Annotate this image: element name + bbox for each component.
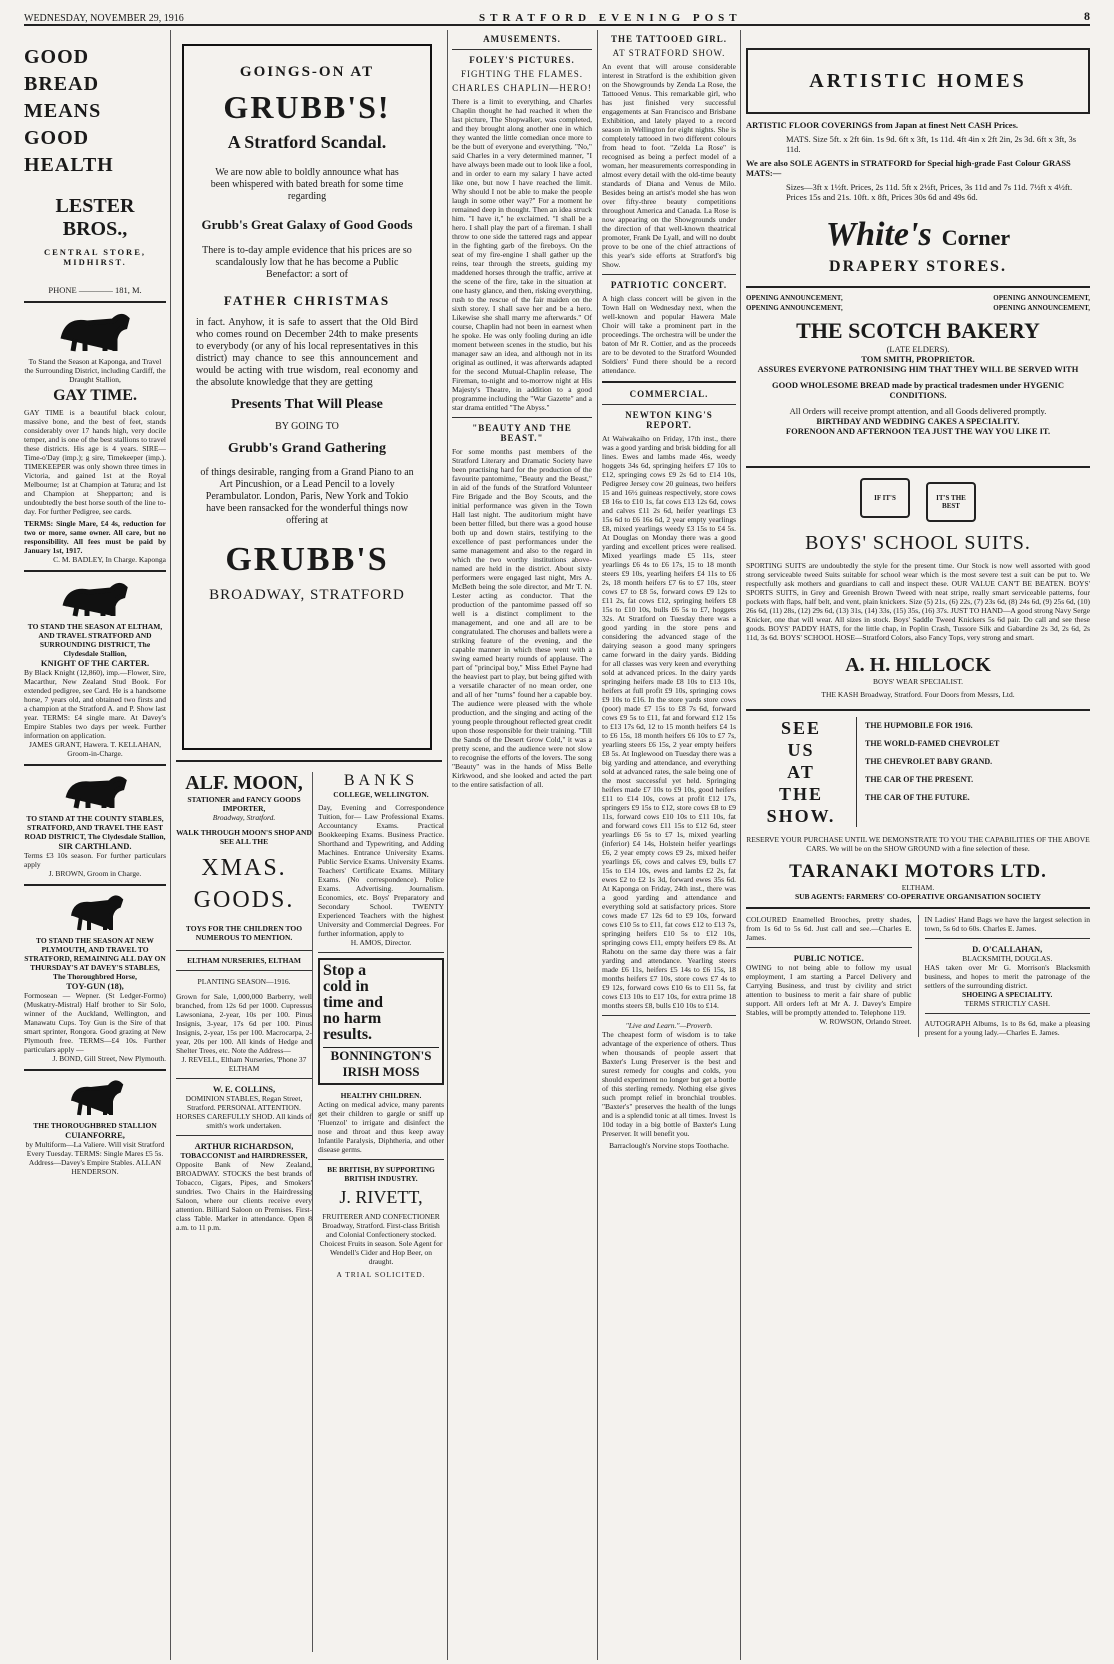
tattooed-body: An event that will arouse considerable interest in Stratford is the exhibition given on the Showgrounds by Zenda La Rose, the Tattooed Venus. This remarkable girl, who has just finished very successful engagements at San Francisco and Brisbane Exhibition, and lately played to a record season in Wellington for eight nights. She is completely tattooed in two different colours from head to foot. "Zelda La Rose" is recognised as being a perfect model of a woman, her measurements corresponding in almost every detail with the old-time beauty standards of Diana and Venus de Milo. Besides being an artist's model she has won over fifty-three beauty competitions throughout America and Canada. La Rose is now appearing on the Showgrounds under the direction of that well-known theatrical promoter, Frank De Lyall, and will no doubt prove to be one of the chief attractions of this year's side efforts at Stratford's big Show. [602, 62, 736, 269]
grubbs-advert [182, 44, 432, 750]
scotch-cakes: BIRTHDAY AND WEDDING CAKES A SPECIALITY. [816, 416, 1020, 426]
horse-icon [55, 578, 135, 618]
be-british: BE BRITISH, BY SUPPORTING BRITISH INDUSTRY. [327, 1165, 435, 1183]
alf-moon-title: ALF. MOON, [185, 772, 303, 794]
whites-drapery: DRAPERY STORES. [829, 258, 1007, 275]
lester-name: LESTER BROS., [55, 195, 135, 240]
lester-phone: PHONE ———— 181, M. [48, 285, 142, 295]
chaplin-head: CHARLES CHAPLIN—HERO! [452, 83, 592, 93]
live-body: The cheapest form of wisdom is to take advantage of the experience of others. Thus when thousands of people assert that Baxter's Lung Preserver is the best and surest remedy for coughs and colds, you should experiment no longer but get a bottle of this sterling remedy. Nothing else gives such prompt relief in bronchial troubles. "Baxter's" preserves the health of the lungs and is a splendid tonic at all times. Invest 1s 10d today in a big bottle of Baxter's Lung Preserver. It will benefit you. [602, 1030, 736, 1138]
ocallahan-shoeing: SHOEING A SPECIALITY. [962, 990, 1053, 999]
gay-time-terms: TERMS: Single Mare, £4 4s, reduction for two or more, same owner. All care, but no responsibility. All fees must be paid by January 1st, 1917. [24, 519, 166, 555]
knight-intro: TO STAND THE SEASON AT ELTHAM, AND TRAVEL STRATFORD AND SURROUNDING DISTRICT, The Clydesdale Stallion, [27, 622, 163, 658]
opening-announcement: OPENING ANNOUNCEMENT, OPENING ANNOUNCEMENT, [746, 304, 1090, 312]
eltham-season: PLANTING SEASON—1916. [197, 977, 291, 986]
scotch-proprietor: TOM SMITH, PROPRIETOR. [861, 354, 975, 364]
whites-logo: White's Corner [825, 216, 1011, 253]
small-ads [746, 915, 1090, 1037]
cuianforre-intro: THE THOROUGHBRED STALLION [33, 1121, 157, 1130]
cuianforre-sign: Address—Davey's Empire Stables. ALLAN HENDERSON. [28, 1158, 162, 1176]
patriotic-body: A high class concert will be given in the Town Hall on Wednesday next, when the well-known and popular Hawera Male Choir will take a prominent part in the proceedings. The orchestra will be under the baton of Mr R. Cottier, and as the proceeds are to be devoted to the Stratford Wounded Soldiers' Fund there should be a record attendance. [602, 294, 736, 375]
richardson-body: Opposite Bank of New Zealand, BROADWAY. STOCKS the best brands of Tobacco, Cigars, Pipes, and Smokers' sundries. Two Chairs in the Hairdressing Saloon, where our clients receive every attention. Billiard Saloon on Premises. First-class Table. Marker in attendance. Open 8 a.m. to 11 p.m. [176, 1160, 312, 1232]
grubbs-p4: of things desirable, ranging from a Grand Piano to an Art Pincushion, or a Lead Pencil to a lovely Perambulator. London, Paris, New York and Tokio have been ransacked for the wonderful things now offering at [200, 467, 414, 526]
alf-moon-walk: WALK THROUGH MOON'S SHOP AND SEE ALL THE [176, 828, 312, 846]
lester-store: CENTRAL STORE, MIDHIRST. [43, 247, 146, 267]
gay-time-intro: To Stand the Season at Kaponga, and Travel the Surrounding District, including Cardiff, the Draught Stallion, [24, 357, 166, 384]
richardson-title: ARTHUR RICHARDSON, [194, 1141, 294, 1151]
seal-left-icon: IF IT'S [860, 478, 910, 518]
taranaki-advert [746, 717, 1090, 827]
richardson-sub: TOBACCONIST and HAIRDRESSER, [180, 1151, 308, 1160]
column-ads-right [746, 30, 1090, 1660]
column-news-b [602, 30, 736, 1660]
toy-gun-body: Formosean — Wepner. (St Ledger-Formo) (Muskatry-Mistral) Half brother to Sir Solo, winner of the Auckland, Wellington, and Manawatu Cups. Toy Gun is the Sire of that smart sprinter, Rongora. Good grazing at New Plymouth free. TERMS—£4 10s. Further particulars apply — [24, 991, 166, 1054]
autograph-ad: AUTOGRAPH Albums, 1s to 8s 6d, make a pleasing present for a young lady.—Charles E. James. [924, 1019, 1090, 1037]
banks-sign: H. AMOS, Director. [350, 938, 412, 947]
taranaki-subagents: SUB AGENTS: FARMERS' CO-OPERATIVE ORGANISATION SOCIETY [794, 892, 1042, 901]
patriotic-head: PATRIOTIC CONCERT. [610, 280, 728, 290]
sir-body: Terms £3 10s season. For further particulars apply [24, 851, 166, 869]
artistic-line: ARTISTIC FLOOR COVERINGS from Japan at finest Nett CASH Prices. [746, 120, 1019, 130]
column-rule [312, 772, 313, 1652]
horse-icon [55, 309, 135, 353]
banks-title: BANKS [343, 772, 419, 789]
column-rule [740, 30, 741, 1660]
brooches-ad: COLOURED Enamelled Brooches, pretty shades, from 1s 6d to 5s 6d. Just call and see.—Charles E. James. [746, 915, 912, 942]
grubbs-p2: There is to-day ample evidence that his prices are so scandalously low that he has become a Public Benefactor: a sort of [202, 245, 412, 280]
gay-time-title: GAY TIME. [53, 387, 137, 404]
ocallahan-cash: TERMS STRICTLY CASH. [964, 999, 1050, 1008]
scotch-bakery: THE SCOTCH BAKERY [796, 318, 1040, 343]
chaplin-body: There is a limit to everything, and Charles Chaplin thought he had reached it when the last picture, The Shopwalker, was completed, and they brought along another one in which they wanted the little comedian once more to be the butt of everyone and everything. "No," said Charles in a very determined manner, "I have always been made out to look like a fool, and in order to earn my salary I have acted like one, but now I have reached the limit. Why should I not be able to make the people laugh in some other way?" For a moment he remained deep in thought. Then an idea struck him. "I have it," he exclaimed. "I shall be a hero. I shall play the part of a fireman. I shall throw to one side the tattered rags and appear in the fighting garb of the fireboys. On the seat of my fire-engine I shall gather up the reins, tear through the streets, guiding my maddened horses through the traffic, arrive at the scene of the fire, take in the situation at one hasty glance, and then, risking everything, rush to the rescue of the fair maiden on the sixth storey. I shall save her and be a hero. Likewise she shall marry me afterwards." Of course, Chaplin had not been in earnest when he spoke. He was only fooling during an idle moment between scenes in the studio, but his manager saw an idea, and although not in its original as outlined, it was afterwards adapted for the second Mutual-Chaplin release, The Fireman, to-night and to-morrow night at His Majesty's Theatre, in addition to a good programme including the "War Gazette" and a star drama entitled "The Abyss." [452, 97, 592, 412]
bonnington-stop: Stop a cold in time and no harm results. [323, 962, 383, 1043]
alf-moon-toys: TOYS FOR THE CHILDREN TOO NUMEROUS TO MENTION. [185, 924, 303, 942]
column-rule [447, 30, 448, 1660]
rivett-trial: A TRIAL SOLICITED. [336, 1270, 426, 1279]
taranaki-title: TARANAKI MOTORS LTD. [789, 861, 1047, 882]
foley-head: FOLEY'S PICTURES. [469, 55, 575, 65]
alf-moon-xmas: XMAS. GOODS. [193, 855, 295, 913]
grubbs-address: BROADWAY, STRATFORD [209, 587, 405, 603]
healthy-head: HEALTHY CHILDREN. [340, 1091, 422, 1100]
grubbs-scandal: A Stratford Scandal. [227, 132, 387, 152]
masthead-date: WEDNESDAY, NOVEMBER 29, 1916 [24, 13, 184, 24]
bonnington-advert [318, 958, 444, 1085]
hillock-title: A. H. HILLOCK [845, 654, 991, 676]
sir-title: SIR CARTHLAND. [58, 841, 132, 851]
grubbs-presents: Presents That Will Please [231, 397, 383, 412]
seal-right-icon: IT'S THE BEST [926, 482, 976, 522]
ocallahan-title: D. O'CALLAHAN, [972, 944, 1043, 954]
beauty-head: "BEAUTY AND THE BEAST." [472, 423, 572, 443]
horse-icon [65, 892, 125, 932]
eltham-sign: J. REVELL, Eltham Nurseries, 'Phone 37 ELTHAM [181, 1055, 307, 1073]
toy-gun-sign: J. BOND, Gill Street, New Plymouth. [52, 1054, 166, 1063]
tattooed-head: THE TATTOOED GIRL. [610, 34, 728, 44]
public-notice-sign: W. ROWSON, Orlando Street. [819, 1017, 912, 1026]
boys-suits-title: BOYS' SCHOOL SUITS. [805, 532, 1031, 554]
tattooed-sub: AT STRATFORD SHOW. [612, 48, 726, 58]
alf-moon-addr: Broadway, Stratford. [212, 813, 276, 822]
banks-body: Day, Evening and Correspondence Tuition, for— Law Professional Exams. Accountancy Exams. Practical Bookkeeping Exams. Business Practice. Shorthand and Typewriting, and Adding Machines. Entrance University Exams. Public Service Exams. University Exams. Teachers' Certificate Exams. Military Exams. (No correspondence). Police Exams. Advertising. Journalism. Economics, etc. Boys' Preparatory and Secondary School. TWENTY Experienced Teachers with the highest University and Commercial Degrees. For further information, apply to [318, 803, 444, 938]
ocallahan-sub: BLACKSMITH, DOUGLAS. [962, 954, 1053, 963]
toy-gun-intro: TO STAND THE SEASON AT NEW PLYMOUTH, AND TRAVEL TO STRATFORD, REMAINING ALL DAY ON THURSDAY'S AT DAVEY'S STABLES, The Thoroughbred Horse, [24, 936, 166, 981]
rivett-title: J. RIVETT, [339, 1187, 423, 1207]
handbags-ad: IN Ladies' Hand Bags we have the largest selection in town, 5s 6d to 60s. Charles E. James. [924, 915, 1090, 933]
scotch-tea: FORENOON AND AFTERNOON TEA JUST THE WAY YOU LIKE IT. [785, 426, 1051, 436]
eltham-body: Grown for Sale, 1,000,000 Barberry, well branched, from 12s 6d per 1000. Cupressus Lawsoniana, 2-year, 10s per 100. Pinus Insignis, 3-year, 17s 6d per 100. Pinus Insignis, 2-year, 15s per 100. Macrocarpa, 2-year, 20s per 100. All kinds of Hedge and Shelter Trees, etc. Note the Address— [176, 992, 312, 1055]
fight-head: FIGHTING THE FLAMES. [460, 69, 584, 79]
rivett-body: Broadway, Stratford. First-class British and Colonial Confectionery stocked. Choicest Fruits in season. Sole Agent for Wendell's Cider and Hop Beer, on draught. [319, 1221, 443, 1266]
bonnington-name: BONNINGTON'S IRISH MOSS [323, 1047, 439, 1080]
scotch-late: (LATE ELDERS). [886, 344, 950, 354]
horse-icon [60, 772, 130, 810]
artistic-agents: We are also SOLE AGENTS in STRATFORD for Special high-grade Fast Colour GRASS MATS:— [746, 158, 1071, 178]
masthead-page: 8 [1084, 9, 1090, 23]
cuianforre-title: CUIANFORRE, [65, 1130, 125, 1140]
column-rule [597, 30, 598, 1660]
taranaki-eltham: ELTHAM. [901, 883, 935, 892]
live-head: "Live and Learn."—Proverb. [625, 1021, 713, 1030]
sir-sign: J. BROWN, Groom in Charge. [48, 869, 142, 878]
column-rule [170, 30, 171, 1660]
commercial-head: COMMERCIAL. [629, 389, 709, 399]
toy-gun-title: TOY-GUN (18), [66, 981, 124, 991]
column-banks [318, 772, 444, 1652]
sir-intro: TO STAND AT THE COUNTY STABLES, STRATFORD, AND TRAVEL THE EAST ROAD DISTRICT, The Clydesdale Stallion, [24, 814, 166, 841]
grubbs-footer: GRUBB'S [225, 541, 389, 578]
artistic-sizes: Sizes—3ft x 1½ft. Prices, 2s 11d. 5ft x 2½ft, Prices, 3s 11d and 7s 11d. 7½ft x 4½ft. Prices 15s and 21s. 10ft. x 8ft, Prices 30s 6d and 49s 6d. [786, 182, 1073, 202]
horse-icon [65, 1077, 125, 1117]
healthy-body: Acting on medical advice, many parents get their children to gargle or sniff up 'Fluenzol' to irrigate and disinfect the nose and throat and thus keep away Infantile Paralysis, Diphtheria, and other disease germs. [318, 1100, 444, 1154]
eltham-head: ELTHAM NURSERIES, ELTHAM [187, 956, 301, 965]
artistic-mats: MATS. Size 5ft. x 2ft 6in. 1s 9d. 6ft x 3ft, 1s 11d. 4ft 4in x 2ft 2in, 2s 3d. 6ft x 3ft, 3s 11d. [786, 134, 1077, 154]
alf-moon-sub: STATIONER and FANCY GOODS IMPORTER, [187, 795, 301, 813]
grubbs-top: GOINGS-ON AT [239, 64, 375, 80]
scotch-orders: All Orders will receive prompt attention, and all Goods delivered promptly. [789, 406, 1047, 416]
knight-title: KNIGHT OF THE CARTER. [40, 658, 150, 668]
newton-body: At Waiwakaiho on Friday, 17th inst., there was a good yarding and brisk bidding for all lines. Ewes and lambs made 46s, weedy hoggets 34s 6d, springing heifers £7 10s to £12, springing cows £9 2s 6d to £14 10s, Pedigree Jersey cow 20 guineas, two heifers 15 and 16½ guineas respectively, store cows £8 16s to £10 1s, fat cows £13 12s 6d, cows and calves £11 2s 6d, heifer yearlings £3 15s 6d to £6 16s 6d, 2 year empty yearlings £8, mixed yearlings weedy £3 15s to £4 5s. At Douglas on Monday there was a good yarding and excellent prices were realised. Mixed yearlings made £5 11s, steer yearlings £6 4s to £6 17s, 15 to 18 month steers £9 10s, yearling heifers £4 11s to £6 2s, 18 month heifers £7 6s to £7 10s, steer cows £7 to £8 5s, forward cows £9 12s to £11 2s, fat cows £12, springing heifers £8 15s to £10 10s, bulls £6 5s to £7, hoggets 32s. At Stratford on Tuesday there was a good yarding in the store pens and considering the advanced stage of the dairying season a good many springers came forward in the dairy yards. Bidding for all classes was very keen and everything sold at advanced prices. In the dairy yards springing heifers made £8 10s to £13 10s, heifers at full profit £9 10s, springing cows £9 10s to £16. In the store yards store cows (poor) made £7 15s to £8 7s 6d, forward cows £9 5s to £11, fat and forward £12 15s to £13 17s 6d, 12 to 15 month heifers £4 1s to £6 15s, 18 month heifers £6 10s to £7 7s, yearling steers £6 15s, 2 year empty heifers £8 5s. At Inglewood on Tuesday there was a big yarding and attendance, and everything sold at advanced rates, the sale being one of the most successful yet held. Springing heifers made £7 10s to £9 10s, good heifers £11 to £14 10s, cows at profit £12 17s, springers £9 15s to £12, store cows £8 to £9 11s, forward cows £10 10s to £11 10s, fat and forward cows £11 15s to £12 6d, steer yearlings £6 5s to £7 1s, mixed yearling (inferior) £4 14s, Holstein heifer yearlings £6, 2 year empty cows £9 2s, mixed heifer yearlings £6, cows and calves £9, bulls £7 15s to £14 10s, ewes and lambs £2 2s, fat ewes £2 to £2 1s 3d, forward ewes 35s 6d. At Kaponga on Friday, 24th inst., there was a good yarding and attendance and everything sold at satisfactory prices. Store cows made £7 12s 6d to £9 10s, forward cows £10 5s to £11, fat cows £12 to £13 7s, springing heifers £10 5s to £12 10s, springing cows £11, empty heifers £9 8s. At Rahotu on the same day there was a fair yarding and attendance. Yearling steers made £6 11s, heifers £5 14s to £6 15s, 18 months heifers £7 10s, store cows £7 4s to £9 12s, forward cows £10 6s to £11 5s, fat cows £13 10s to £17 10s, for extra prime 18 months steers £8, bulls £10 10s to £14. [602, 434, 736, 1010]
grubbs-by: BY GOING TO [275, 421, 339, 432]
rivett-sub: FRUITERER AND CONFECTIONER [322, 1212, 440, 1221]
hillock-addr: THE KASH Broadway, Stratford. Four Doors from Messrs, Ltd. [821, 690, 1015, 699]
masthead [24, 10, 1090, 26]
ocallahan-body: HAS taken over Mr G. Morrison's Blacksmith business, and hopes to merit the patronage of the settlers of the surrounding district. [924, 963, 1090, 990]
scotch-assures: ASSURES EVERYONE PATRONISING HIM THAT THEY WILL BE SERVED WITH [757, 364, 1079, 374]
column-livestock [24, 30, 166, 1660]
beauty-body: For some months past members of the Stratford Literary and Dramatic Society have been practising hard for the production of the favourite pantomime, "Beauty and the Beast," in aid of the funds of the Stratford Volunteer Fire Brigade and the Boy Scouts, and the initial performance was given in the Town Hall last night. The auditorium might have been better filled, but there was a good house both up and down stairs, testifying to the excellence of past performances under the same management and also to the regard in which the two worthy institutions above-named are held in the district. About sixty performers were engaged last night, Mrs A. McBeth being the sole director, and Mr T. N. Lester acting as conductor. That the production of the pantomime passed off so well is a distinct compliment to the management, and one and all are to be congratulated. The choruses and ballets were a striking feature of the evening, and the capable manner in which these went with a swing earned hearty rounds of applause. The part of "principal boy," Miss Ethel Payne had the heaviest part to play, but being gifted with a versatile character of no mean order, one and all of her "turns" found her a capable boy. The audience were pleased with the whole production, and the singing and acting of the young people throughout reflected great credit upon those responsible for their training. "Till the Sands of the Desert Grow Cold," it was a pretty scene, and the audience were not slow to recognise the efforts of the lovers. The song "Beauty" was in the hands of Miss Belle Kirkwood, and she looked and acted the part to the entire satisfaction of all. [452, 447, 592, 789]
knight-body: By Black Knight (12,860), imp.—Flower, Sire, Macarthur, New Zealand Stud Book. For extended pedigree, see Card. He is a handsome horse, 7 years old, and obtained two firsts and a champion at the Stratford A. and P. Show last year. TERMS: £4 single mare. At Davey's Empire Stables two days per week. Further information on application. [24, 668, 166, 740]
knight-sign: JAMES GRANT, Hawera. T. KELLAHAN, Groom-in-Charge. [28, 740, 162, 758]
banks-sub: COLLEGE, WELLINGTON. [333, 790, 429, 799]
newton-head: NEWTON KING'S REPORT. [625, 410, 713, 430]
grubbs-father-christmas: FATHER CHRISTMAS [223, 293, 391, 308]
column-merchants [176, 772, 312, 1652]
grubbs-name: GRUBB'S! [223, 89, 391, 125]
hillock-sub: BOYS' WEAR SPECIALIST. [872, 677, 964, 686]
gay-time-sign: C. M. BADLEY, In Charge. Kaponga [53, 555, 166, 564]
cuianforre-body: by Multiform—La Valiere. Will visit Stratford Every Tuesday. TERMS: Single Mares £5 5s. [25, 1140, 165, 1158]
amusements-head: AMUSEMENTS. [483, 34, 561, 44]
boys-suits-body: SPORTING SUITS are undoubtedly the style for the present time. Our Stock is now well assorted with good strong serviceable tweed Suits suitable for school wear which is the most severe test a suit can be put to. We respectfully ask mothers and guardians to call and inspect these. OUR VALUE CAN'T BE BEATEN. BOYS' SPORTS SUITS, in Grey and Greenish Brown Tweed with neat stripe, really smart serviceable patterns, four pockets with flaps, half belt, and vent, plain knickers. Size (5) 21s, (6) 22s, (7) 23s 6d, (8) 24s 6d, (9) 25s 6d, (10) 26s 6d, (11) 28s, (12) 29s 6d, (13) 31s, (14) 33s, (15) 35s, (16) 37s. JUST TO HAND—A good strong Navy Serge Knicker, one that will wear. All sizes in stock. Boys' Saddle Tweed Knickers 5s 6d pair. Do call and see these goods. BOYS' PADDY HATS, for the little chap, in Poplin Crash, Tussore Silk and Gabardine 2s 3d, 2s 6d, 2s 11d, 3s 6d. BOYS' SCHOOL HOSE—Stratford Colors, also Fancy Tops, very strong and smart. [746, 561, 1090, 642]
public-notice-head: PUBLIC NOTICE. [793, 953, 864, 963]
gay-time-body: GAY TIME is a beautiful black colour, massive bone, and the best of feet, stands considerably over 17 hands high, very docile temper, and is one of the best stallions to travel these districts. His age is 4 years. SIRE—Time-o'Day (imp.); g sire, Timekeeper (imp.). TIMEKEEPER was only shown three times in Victoria, and gained 1st at the Royal Melbourne; 1st at Champion at Tatura; and 1st and Champion at Shepparton; and is undoubtedly the best horse south of the line to-day. For further Pedigree, see cards. [24, 408, 166, 516]
artistic-homes-banner: ARTISTIC HOMES [746, 48, 1090, 114]
collins-title: W. E. COLLINS, [212, 1084, 276, 1094]
best-seals [746, 478, 1090, 522]
column-news-a [452, 30, 592, 1660]
scotch-bread: GOOD WHOLESOME BREAD made by practical tradesmen under HYGENIC CONDITIONS. [771, 380, 1064, 400]
grubbs-p3: in fact. Anyhow, it is safe to assert that the Old Bird who comes round on December 24th to make presents to everybody (or any of his local representatives in this district) may chance to see this announcement and would be acting with true wisdom, real economy and the absolute knowledge that they are getting [196, 317, 418, 388]
public-notice-body: OWING to not being able to follow my usual employment, I am starting a Parcel Delivery and Carrying Business, and trust by civility and strict attention to business to merit a fair share of public support. All orders left at Mr A. J. Davey's Empire Stables, will be promptly attended to. Telephone 119. [746, 963, 912, 1017]
see-us-at-show: SEE US AT THE SHOW. [766, 718, 836, 826]
taranaki-reserve: RESERVE YOUR PURCHASE UNTIL WE DEMONSTRATE TO YOU THE CAPABILITIES OF THE ABOVE CARS. We will be on the SHOW GROUND with a fine selection of these. [746, 835, 1090, 853]
grubbs-gathering: Grubb's Grand Gathering [228, 441, 386, 456]
section-rule [176, 760, 442, 762]
grubbs-galaxy: Grubb's Great Galaxy of Good Goods [201, 217, 413, 232]
opening-announcement: OPENING ANNOUNCEMENT, OPENING ANNOUNCEMENT, [746, 294, 1090, 302]
collins-body: DOMINION STABLES, Regan Street, Stratford. PERSONAL ATTENTION. HORSES CAREFULLY SHOD. All kinds of smith's work undertaken. [176, 1094, 312, 1130]
lester-slogan: GOOD BREAD MEANS GOOD HEALTH [24, 46, 114, 176]
barraclough: Barraclough's Norvine stops Toothache. [609, 1141, 729, 1150]
car-list: THE HUPMOBILE FOR 1916. THE WORLD-FAMED CHEVROLET THE CHEVROLET BABY GRAND. THE CAR OF THE PRESENT. THE CAR OF THE FUTURE. [856, 717, 1090, 827]
grubbs-p1: We are now able to boldly announce what has been whispered with bated breath for some time regarding [210, 167, 404, 202]
masthead-title: STRATFORD EVENING POST [479, 12, 742, 24]
